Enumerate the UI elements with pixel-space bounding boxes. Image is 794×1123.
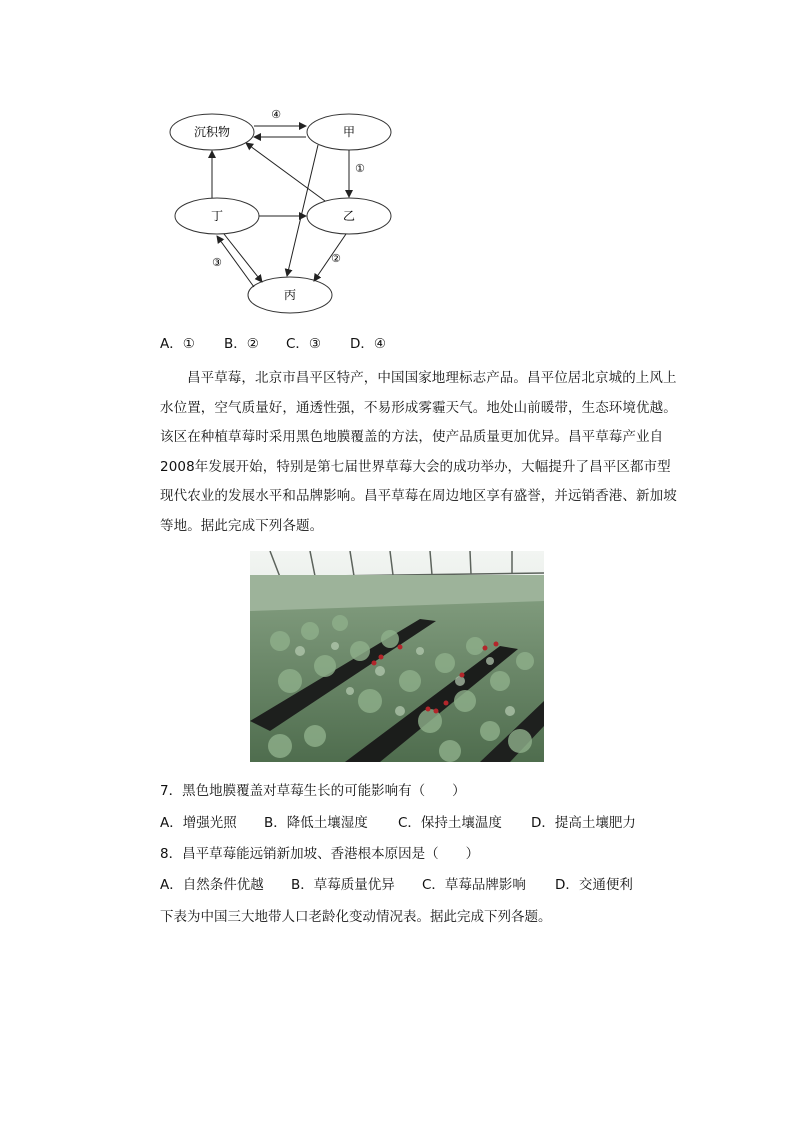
arrow-label-2: ② [331,252,341,265]
label-yi: 乙 [342,209,356,223]
passage [160,364,680,541]
q8-options [160,873,633,893]
table-intro: 下表为中国三大地带人口老龄化变动情况表。据此完成下列各题。 [160,909,552,925]
q8-option-c[interactable]: C．草莓品牌影响 [422,877,526,893]
q7-option-b[interactable]: B．降低土壤湿度 [264,815,368,831]
label-ding: 丁 [210,209,224,223]
q6-option-d[interactable]: D．④ [350,336,386,352]
arrow-bing-to-ding [217,236,254,287]
q8-option-d[interactable]: D．交通便利 [555,877,633,893]
arrow-label-4: ④ [271,108,281,121]
strawberry-greenhouse-photo [250,551,544,762]
q8-option-b[interactable]: B．草莓质量优异 [291,877,395,893]
q7-stem: 7．黑色地膜覆盖对草莓生长的可能影响有（ ） [160,783,466,799]
q6-option-a[interactable]: A．① [160,336,195,352]
rock-cycle-diagram [160,100,410,320]
passage-text: 昌平草莓，北京市昌平区特产，中国国家地理标志产品。昌平位居北京城的上风上水位置，空气质量好，通透性强，不易形成雾霾天气。地处山前暖带，生态环境优越。该区在种植草莓时采用黑色地膜覆盖的方法，使产品质量更加优异。昌平草莓产业自2008年发展开始，特别是第七届世界草莓大会的成功举办，大幅提升了昌平区都市型现代农业的发展水平和品牌影响。昌平草莓在周边地区享有盛誉，并远销香港、新加坡等地。据此完成下列各题。 [160,370,677,534]
arrow-label-1: ① [355,162,365,175]
arrow-label-3: ③ [212,256,222,269]
label-bing: 丙 [283,288,297,302]
arrow-ding-to-bing [224,234,262,282]
q6-option-b[interactable]: B．② [224,336,259,352]
arrow-yi-to-sediment [246,143,325,201]
arrow-yi-to-bing [314,234,346,281]
q7-option-d[interactable]: D．提高土壤肥力 [531,815,636,831]
q7-option-c[interactable]: C．保持土壤温度 [398,815,502,831]
q6-options [160,332,386,352]
q7-option-a[interactable]: A．增强光照 [160,815,237,831]
q8-stem: 8．昌平草莓能远销新加坡、香港根本原因是（ ） [160,846,480,862]
label-jia: 甲 [342,125,356,139]
q8-option-a[interactable]: A．自然条件优越 [160,877,264,893]
q7-options [160,811,636,831]
q6-option-c[interactable]: C．③ [286,336,322,352]
label-sediment: 沉积物 [193,125,231,139]
